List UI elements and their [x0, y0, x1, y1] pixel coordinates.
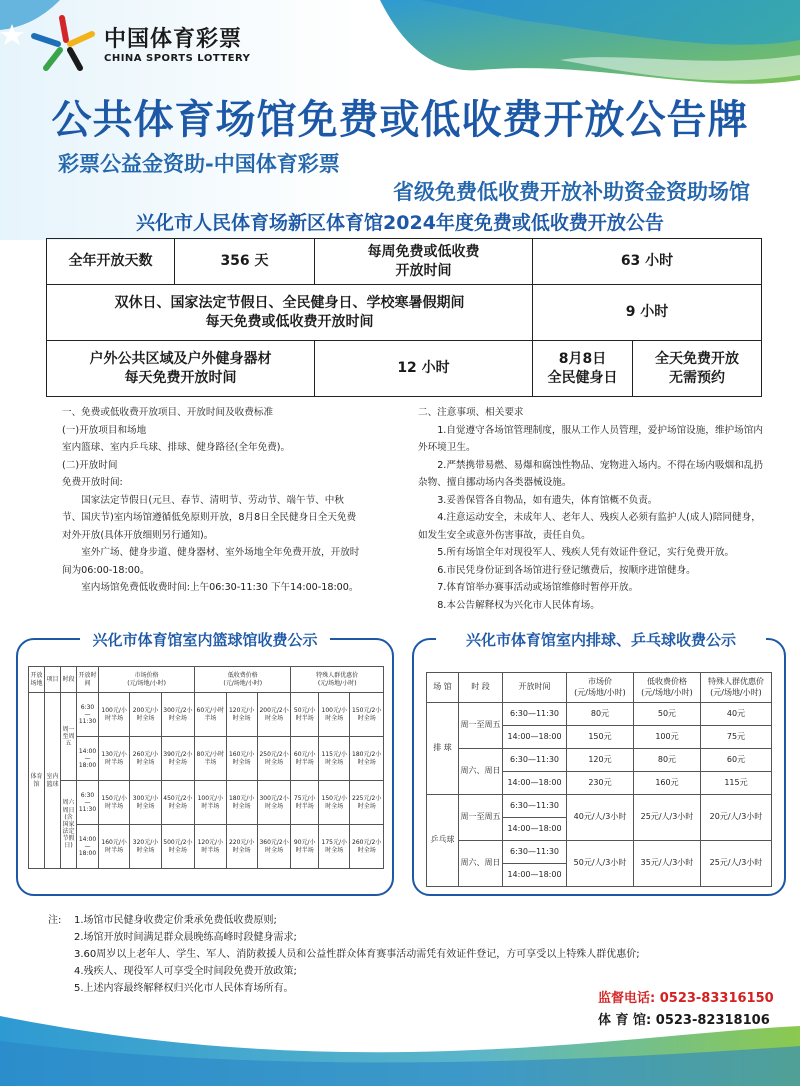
table-header: 低收费价格 (元/场地/小时) [633, 673, 700, 703]
basketball-panel-title: 兴化市体育馆室内篮球馆收费公示 [80, 628, 330, 652]
logo-english-text: CHINA SPORTS LOTTERY [104, 53, 251, 64]
notes-section [48, 912, 640, 997]
price-cell: 100元 [633, 726, 700, 749]
gym-phone-label: 体 育 馆: [598, 1013, 652, 1028]
notes-label: 注: [48, 915, 62, 926]
text-line: 室内篮球、室内乒乓球、排球、健身路径(全年免费)。 [62, 442, 291, 453]
price-cell: 260元/小时全场 [130, 737, 161, 781]
table-header: 场 馆 [427, 673, 459, 703]
price-cell: 50元/人/3小时 [567, 841, 634, 887]
text-paragraph: 3.妥善保管各自物品，如有遗失，体育馆概不负责。 [437, 494, 658, 506]
price-cell: 120元/小时半场 [195, 825, 226, 869]
time-cell: 6:30—11:30 [77, 781, 99, 825]
china-sports-lottery-logo [28, 14, 250, 72]
table-row [29, 693, 384, 737]
price-cell: 50元 [633, 703, 700, 726]
time-cell: 6:30—11:30 [503, 841, 567, 864]
text-paragraph: 8.本公告解释权为兴化市人民体育场。 [437, 599, 600, 611]
open-days-label: 全年开放天数 [47, 239, 175, 285]
item-cell: 室内篮球 [45, 693, 61, 869]
price-cell: 180元/2小时全场 [350, 737, 384, 781]
price-cell: 180元/小时全场 [226, 781, 257, 825]
time-cell: 14:00—18:00 [503, 772, 567, 795]
price-cell: 300元/2小时全场 [161, 693, 195, 737]
price-cell: 25元/人/3小时 [633, 795, 700, 841]
table-header: 时 段 [459, 673, 503, 703]
table-header: 特殊人群优惠价 (元/场地/小时) [291, 667, 384, 693]
note-item: 1.场馆市民健身收费定价秉承免费低收费原则; [74, 915, 277, 926]
price-cell: 160元 [633, 772, 700, 795]
period-cell: 周六、周日 [459, 841, 503, 887]
table-row [427, 795, 772, 818]
time-cell: 14:00—18:00 [77, 737, 99, 781]
logo-chinese-text: 中国体育彩票 [104, 27, 243, 52]
subtitle-lottery: 彩票公益金资助-中国体育彩票 [58, 152, 340, 176]
price-cell: 200元/小时全场 [130, 693, 161, 737]
price-cell: 500元/2小时全场 [161, 825, 195, 869]
table-header: 时段 [61, 667, 77, 693]
table-header: 市场价格 (元/场地/小时) [99, 667, 195, 693]
price-cell: 115元/小时全场 [319, 737, 350, 781]
price-cell: 80元/小时半场 [195, 737, 226, 781]
lottery-star-icon [28, 14, 98, 72]
price-cell: 300元/2小时全场 [257, 781, 291, 825]
price-cell: 40元/人/3小时 [567, 795, 634, 841]
price-cell: 160元/小时半场 [99, 825, 130, 869]
volleyball-pingpong-fee-table [426, 672, 772, 887]
price-cell: 175元/小时全场 [319, 825, 350, 869]
period-cell: 周一至周五 [61, 693, 77, 781]
holiday-hours-value: 9 小时 [533, 285, 762, 341]
weekly-hours-label: 每周免费或低收费 开放时间 [315, 239, 533, 285]
table-row [29, 737, 384, 781]
period-cell: 周六、周日 [459, 749, 503, 795]
table-header: 市场价 (元/场地/小时) [567, 673, 634, 703]
text-paragraph: 室外广场、健身步道、健身器材、室外场地全年免费开放，开放时间为06:00-18:00。 [62, 547, 360, 576]
table-header: 特殊人群优惠价 (元/场地/小时) [700, 673, 771, 703]
time-cell: 14:00—18:00 [503, 726, 567, 749]
table-header: 开放时间 [77, 667, 99, 693]
time-cell: 6:30—11:30 [503, 795, 567, 818]
price-cell: 150元/2小时全场 [350, 693, 384, 737]
time-cell: 14:00—18:00 [77, 825, 99, 869]
time-cell: 6:30—11:30 [503, 749, 567, 772]
outdoor-hours-value: 12 小时 [315, 341, 533, 397]
price-cell: 75元/小时半场 [291, 781, 319, 825]
price-cell: 120元 [567, 749, 634, 772]
venue-cell: 体育馆 [29, 693, 45, 869]
period-cell: 周六周日(含国家法定节假日) [61, 781, 77, 869]
price-cell: 100元/小时半场 [99, 693, 130, 737]
price-cell: 360元/2小时全场 [257, 825, 291, 869]
table-row [427, 703, 772, 726]
price-cell: 60元 [700, 749, 771, 772]
price-cell: 90元/小时半场 [291, 825, 319, 869]
text-line: (一)开放项目和场地 [62, 424, 147, 436]
price-cell: 230元 [567, 772, 634, 795]
price-cell: 150元/小时半场 [99, 781, 130, 825]
gym-phone-number: 0523-82318106 [655, 1013, 770, 1028]
table-row [29, 781, 384, 825]
table-row [427, 749, 772, 772]
price-cell: 80元 [567, 703, 634, 726]
time-cell: 14:00—18:00 [503, 864, 567, 887]
price-cell: 150元/小时全场 [319, 781, 350, 825]
price-cell: 120元/小时全场 [226, 693, 257, 737]
table-header: 项目 [45, 667, 61, 693]
open-days-value: 356 天 [175, 239, 315, 285]
note-item: 3.60周岁以上老年人、学生、军人、消防救援人员和公益性群众体育赛事活动需凭有效证件登记，方可享受以上特殊人群优惠价; [74, 949, 640, 960]
page-title: 公共体育场馆免费或低收费开放公告牌 [51, 97, 749, 143]
text-paragraph: 2.严禁携带易燃、易爆和腐蚀性物品、宠物进入场内。不得在场内吸烟和乱扔杂物、擅自挪动场内各类器械设施。 [418, 459, 763, 488]
period-cell: 周一至周五 [459, 703, 503, 749]
time-cell: 14:00—18:00 [503, 818, 567, 841]
subtitle-subsidy: 省级免费低收费开放补助资金资助场馆 [393, 180, 750, 204]
opening-summary-table [46, 238, 762, 397]
price-cell: 35元/人/3小时 [633, 841, 700, 887]
price-cell: 250元/2小时全场 [257, 737, 291, 781]
opening-items-section [62, 404, 362, 597]
price-cell: 60元/小时半场 [195, 693, 226, 737]
note-item: 4.残疾人、现役军人可享受全时间段免费开放政策; [74, 966, 297, 977]
price-cell: 220元/小时全场 [226, 825, 257, 869]
table-row [427, 841, 772, 864]
text-paragraph: 6.市民凭身份证到各场馆进行登记缴费后，按顺序进馆健身。 [437, 564, 696, 576]
text-paragraph: 7.体育馆举办赛事活动或场馆维修时暂停开放。 [437, 582, 639, 593]
price-cell: 115元 [700, 772, 771, 795]
table-header: 低收费价格 (元/场地/小时) [195, 667, 291, 693]
text-line: 免费开放时间: [62, 477, 123, 488]
notices-section [418, 404, 768, 614]
price-cell: 130元/小时半场 [99, 737, 130, 781]
time-cell: 6:30—11:30 [77, 693, 99, 737]
fitness-day-value: 全天免费开放 无需预约 [633, 341, 762, 397]
venue-cell: 乒乓球 [427, 795, 459, 887]
price-cell: 300元/小时全场 [130, 781, 161, 825]
period-cell: 周一至周五 [459, 795, 503, 841]
table-header: 开放时间 [503, 673, 567, 703]
text-paragraph: 国家法定节假日(元旦、春节、清明节、劳动节、端午节、中秋节、国庆节)室内场馆遵循低免原则开放，8月8日全民健身日全天免费对外开放(具体开放细则另行通知)。 [62, 494, 357, 541]
note-item: 5.上述内容最终解释权归兴化市人民体育场所有。 [74, 983, 294, 994]
price-cell: 200元/2小时全场 [257, 693, 291, 737]
basketball-fee-table [28, 666, 384, 869]
price-cell: 320元/小时全场 [130, 825, 161, 869]
price-cell: 40元 [700, 703, 771, 726]
fitness-day-label: 8月8日 全民健身日 [533, 341, 633, 397]
text-paragraph: 4.注意运动安全，未成年人、老年人、残疾人必须有监护人(成人)陪同健身，如发生安全或意外伤害事故，责任自负。 [418, 512, 761, 541]
price-cell: 100元/小时全场 [319, 693, 350, 737]
contacts-section [598, 988, 774, 1032]
supervise-phone-number: 0523-83316150 [659, 991, 774, 1006]
table-row [29, 825, 384, 869]
price-cell: 100元/小时半场 [195, 781, 226, 825]
text-paragraph: 室内场馆免费低收费时间:上午06:30-11:30 下午14:00-18:00。 [81, 582, 359, 593]
section-heading: 二、注意事项、相关要求 [418, 407, 524, 418]
price-cell: 60元/小时半场 [291, 737, 319, 781]
outdoor-hours-label: 户外公共区域及户外健身器材 每天免费开放时间 [47, 341, 315, 397]
price-cell: 390元/2小时全场 [161, 737, 195, 781]
note-item: 2.场馆开放时间满足群众晨晚练高峰时段健身需求; [74, 932, 297, 943]
holiday-hours-label: 双休日、国家法定节假日、全民健身日、学校寒暑假期间 每天免费或低收费开放时间 [47, 285, 533, 341]
venue-cell: 排 球 [427, 703, 459, 795]
weekly-hours-value: 63 小时 [533, 239, 762, 285]
section-heading: 一、免费或低收费开放项目、开放时间及收费标准 [62, 407, 274, 418]
text-paragraph: 1.自觉遵守各场馆管理制度，服从工作人员管理，爱护场馆设施，维护场馆内外环境卫生。 [418, 424, 763, 453]
price-cell: 150元 [567, 726, 634, 749]
text-line: (二)开放时间 [62, 459, 118, 471]
notice-title: 兴化市人民体育场新区体育馆2024年度免费或低收费开放公告 [136, 212, 664, 234]
text-paragraph: 5.所有场馆全年对现役军人、残疾人凭有效证件登记，实行免费开放。 [437, 547, 735, 558]
table-header: 开放场地 [29, 667, 45, 693]
price-cell: 450元/2小时全场 [161, 781, 195, 825]
price-cell: 80元 [633, 749, 700, 772]
time-cell: 6:30—11:30 [503, 703, 567, 726]
price-cell: 25元/人/3小时 [700, 841, 771, 887]
price-cell: 160元/小时全场 [226, 737, 257, 781]
price-cell: 225元/2小时全场 [350, 781, 384, 825]
supervise-phone-label: 监督电话: [598, 991, 656, 1006]
price-cell: 260元/2小时全场 [350, 825, 384, 869]
price-cell: 75元 [700, 726, 771, 749]
price-cell: 50元/小时半场 [291, 693, 319, 737]
price-cell: 20元/人/3小时 [700, 795, 771, 841]
volleyball-panel-title: 兴化市体育馆室内排球、乒乓球收费公示 [436, 628, 766, 652]
